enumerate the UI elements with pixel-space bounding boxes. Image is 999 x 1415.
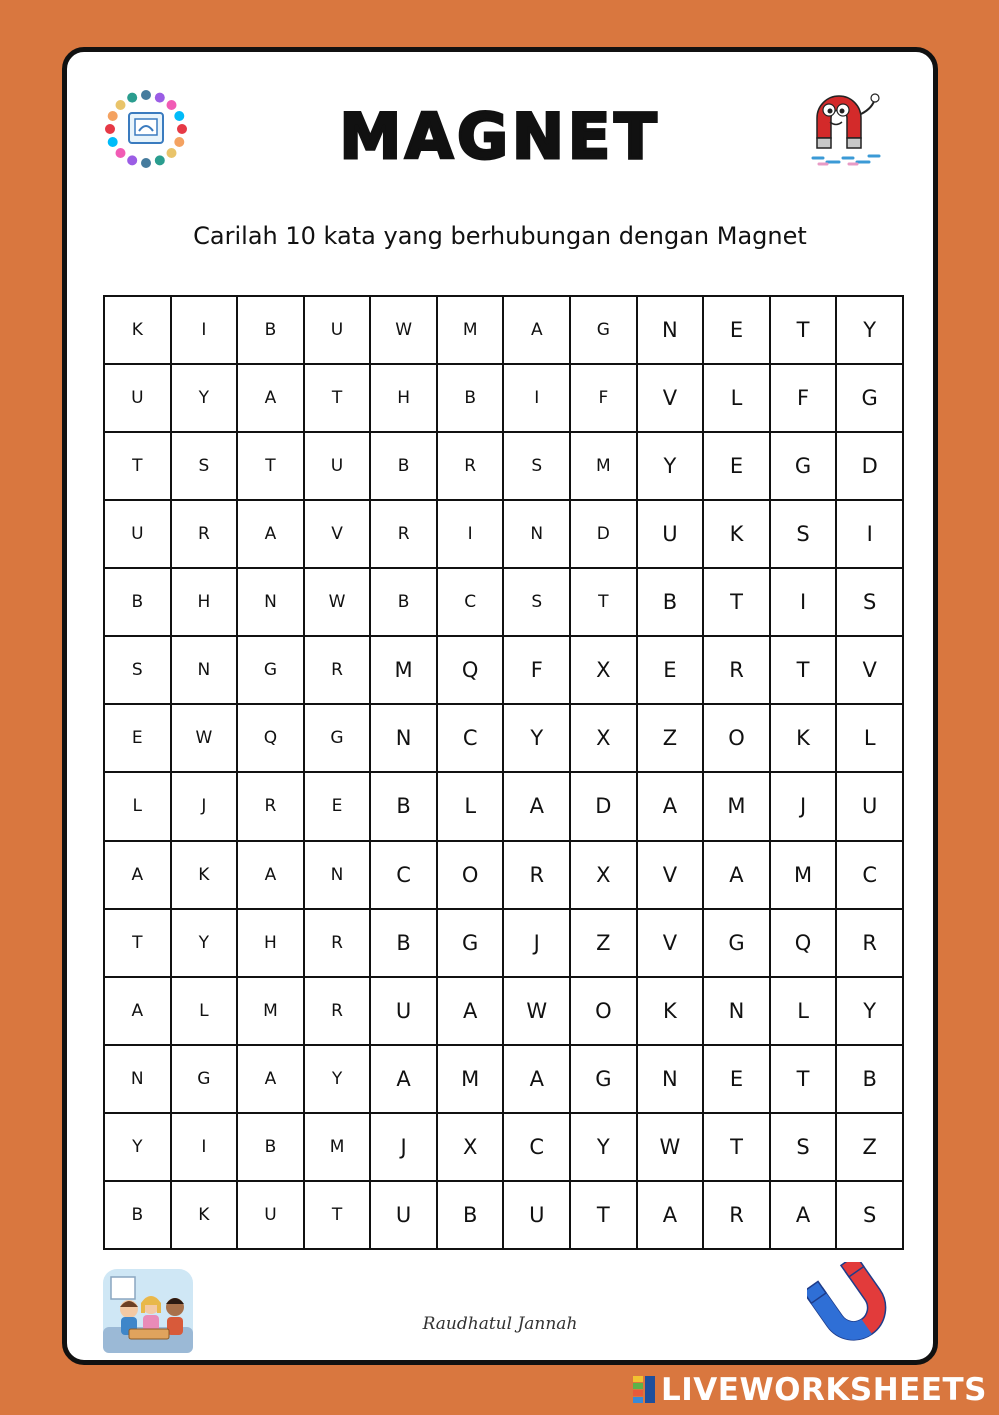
- grid-cell[interactable]: O: [437, 841, 504, 909]
- grid-cell[interactable]: Y: [171, 909, 238, 977]
- worksheet-instruction: Carilah 10 kata yang berhubungan dengan Magnet: [193, 222, 807, 250]
- grid-cell[interactable]: T: [104, 432, 171, 500]
- grid-cell[interactable]: D: [570, 500, 637, 568]
- grid-cell[interactable]: N: [104, 1045, 171, 1113]
- grid-cell[interactable]: Z: [637, 704, 704, 772]
- grid-cell[interactable]: D: [570, 772, 637, 840]
- grid-cell[interactable]: Z: [570, 909, 637, 977]
- grid-row: [104, 841, 903, 909]
- grid-cell[interactable]: R: [370, 500, 437, 568]
- grid-cell[interactable]: L: [104, 772, 171, 840]
- worksheet-sheet: [62, 47, 938, 1365]
- grid-cell[interactable]: A: [503, 1045, 570, 1113]
- grid-cell[interactable]: G: [570, 1045, 637, 1113]
- grid-cell[interactable]: Q: [237, 704, 304, 772]
- grid-cell[interactable]: A: [370, 1045, 437, 1113]
- grid-cell[interactable]: B: [370, 432, 437, 500]
- grid-cell[interactable]: N: [703, 977, 770, 1045]
- grid-cell[interactable]: F: [503, 636, 570, 704]
- grid-cell[interactable]: F: [570, 364, 637, 432]
- grid-cell[interactable]: S: [770, 500, 837, 568]
- grid-cell[interactable]: J: [171, 772, 238, 840]
- grid-cell[interactable]: N: [237, 568, 304, 636]
- grid-cell[interactable]: V: [637, 841, 704, 909]
- grid-cell[interactable]: C: [437, 568, 504, 636]
- grid-cell[interactable]: A: [104, 977, 171, 1045]
- grid-cell[interactable]: R: [703, 1181, 770, 1249]
- grid-row: [104, 977, 903, 1045]
- grid-cell[interactable]: U: [304, 296, 371, 364]
- grid-cell[interactable]: U: [304, 432, 371, 500]
- grid-cell[interactable]: L: [171, 977, 238, 1045]
- horseshoe-magnet-icon: [807, 1262, 899, 1347]
- grid-cell[interactable]: A: [237, 364, 304, 432]
- grid-cell[interactable]: M: [437, 1045, 504, 1113]
- grid-row: [104, 909, 903, 977]
- grid-cell[interactable]: N: [503, 500, 570, 568]
- worksheet-title: MAGNET: [339, 100, 661, 173]
- grid-row: [104, 704, 903, 772]
- grid-cell[interactable]: A: [104, 841, 171, 909]
- grid-cell[interactable]: S: [836, 1181, 903, 1249]
- grid-cell[interactable]: O: [570, 977, 637, 1045]
- grid-cell[interactable]: A: [703, 841, 770, 909]
- grid-cell[interactable]: W: [370, 296, 437, 364]
- grid-cell[interactable]: O: [703, 704, 770, 772]
- grid-cell[interactable]: H: [370, 364, 437, 432]
- grid-cell[interactable]: S: [770, 1113, 837, 1181]
- grid-cell[interactable]: W: [304, 568, 371, 636]
- grid-cell[interactable]: V: [836, 636, 903, 704]
- grid-cell[interactable]: R: [237, 772, 304, 840]
- grid-cell[interactable]: M: [370, 636, 437, 704]
- grid-cell[interactable]: R: [171, 500, 238, 568]
- grid-row: [104, 636, 903, 704]
- grid-cell[interactable]: B: [637, 568, 704, 636]
- grid-cell[interactable]: L: [770, 977, 837, 1045]
- grid-cell[interactable]: N: [637, 296, 704, 364]
- grid-cell[interactable]: G: [237, 636, 304, 704]
- grid-cell[interactable]: B: [237, 296, 304, 364]
- grid-cell[interactable]: R: [304, 636, 371, 704]
- grid-cell[interactable]: N: [171, 636, 238, 704]
- grid-cell[interactable]: T: [304, 1181, 371, 1249]
- grid-cell[interactable]: R: [836, 909, 903, 977]
- grid-cell[interactable]: B: [836, 1045, 903, 1113]
- grid-cell[interactable]: V: [637, 909, 704, 977]
- grid-cell[interactable]: U: [503, 1181, 570, 1249]
- grid-cell[interactable]: Q: [770, 909, 837, 977]
- grid-cell[interactable]: Z: [836, 1113, 903, 1181]
- grid-cell[interactable]: R: [304, 977, 371, 1045]
- kids-experiment-icon: [101, 1267, 195, 1355]
- grid-cell[interactable]: S: [503, 432, 570, 500]
- grid-cell[interactable]: N: [370, 704, 437, 772]
- grid-cell[interactable]: U: [836, 772, 903, 840]
- grid-cell[interactable]: M: [304, 1113, 371, 1181]
- grid-cell[interactable]: G: [770, 432, 837, 500]
- grid-cell[interactable]: S: [836, 568, 903, 636]
- grid-cell[interactable]: L: [703, 364, 770, 432]
- grid-cell[interactable]: T: [703, 568, 770, 636]
- grid-cell[interactable]: B: [370, 909, 437, 977]
- grid-cell[interactable]: G: [437, 909, 504, 977]
- grid-cell[interactable]: B: [237, 1113, 304, 1181]
- grid-cell[interactable]: L: [836, 704, 903, 772]
- grid-cell[interactable]: B: [437, 364, 504, 432]
- grid-cell[interactable]: X: [570, 704, 637, 772]
- grid-row: [104, 568, 903, 636]
- grid-cell[interactable]: A: [437, 977, 504, 1045]
- grid-cell[interactable]: K: [637, 977, 704, 1045]
- author-signature: Raudhatul Jannah: [422, 1314, 578, 1334]
- grid-cell[interactable]: B: [370, 568, 437, 636]
- grid-cell[interactable]: T: [770, 1045, 837, 1113]
- grid-cell[interactable]: E: [104, 704, 171, 772]
- grid-cell[interactable]: B: [437, 1181, 504, 1249]
- grid-cell[interactable]: I: [171, 1113, 238, 1181]
- grid-row: [104, 296, 903, 364]
- grid-row: [104, 1181, 903, 1249]
- grid-row: [104, 772, 903, 840]
- grid-cell[interactable]: I: [171, 296, 238, 364]
- grid-cell[interactable]: T: [770, 636, 837, 704]
- grid-cell[interactable]: T: [237, 432, 304, 500]
- grid-cell[interactable]: W: [637, 1113, 704, 1181]
- grid-cell[interactable]: C: [503, 1113, 570, 1181]
- grid-cell[interactable]: Q: [437, 636, 504, 704]
- word-search-grid: [103, 295, 904, 1250]
- grid-row: [104, 1113, 903, 1181]
- grid-cell[interactable]: U: [637, 500, 704, 568]
- grid-cell[interactable]: T: [570, 1181, 637, 1249]
- grid-cell[interactable]: U: [370, 1181, 437, 1249]
- grid-cell[interactable]: Y: [637, 432, 704, 500]
- grid-cell[interactable]: N: [637, 1045, 704, 1113]
- grid-cell[interactable]: A: [237, 841, 304, 909]
- grid-cell[interactable]: A: [637, 772, 704, 840]
- grid-cell[interactable]: G: [703, 909, 770, 977]
- grid-cell[interactable]: U: [104, 500, 171, 568]
- grid-cell[interactable]: M: [703, 772, 770, 840]
- grid-cell[interactable]: M: [237, 977, 304, 1045]
- grid-cell[interactable]: A: [770, 1181, 837, 1249]
- grid-cell[interactable]: T: [304, 364, 371, 432]
- grid-row: [104, 1045, 903, 1113]
- grid-cell[interactable]: T: [570, 568, 637, 636]
- grid-cell[interactable]: K: [770, 704, 837, 772]
- grid-cell[interactable]: R: [703, 636, 770, 704]
- grid-cell[interactable]: X: [570, 841, 637, 909]
- grid-cell[interactable]: N: [304, 841, 371, 909]
- grid-cell[interactable]: I: [437, 500, 504, 568]
- grid-cell[interactable]: E: [637, 636, 704, 704]
- grid-cell[interactable]: Y: [836, 296, 903, 364]
- grid-cell[interactable]: J: [503, 909, 570, 977]
- grid-cell[interactable]: U: [370, 977, 437, 1045]
- grid-cell[interactable]: U: [104, 364, 171, 432]
- grid-cell[interactable]: D: [836, 432, 903, 500]
- grid-cell[interactable]: E: [703, 296, 770, 364]
- grid-cell[interactable]: Y: [503, 704, 570, 772]
- grid-cell[interactable]: X: [570, 636, 637, 704]
- grid-cell[interactable]: M: [770, 841, 837, 909]
- grid-row: [104, 364, 903, 432]
- grid-cell[interactable]: Y: [570, 1113, 637, 1181]
- grid-cell[interactable]: E: [703, 432, 770, 500]
- grid-cell[interactable]: M: [570, 432, 637, 500]
- grid-cell[interactable]: W: [171, 704, 238, 772]
- grid-cell[interactable]: M: [437, 296, 504, 364]
- grid-cell[interactable]: S: [171, 432, 238, 500]
- grid-cell[interactable]: R: [503, 841, 570, 909]
- grid-cell[interactable]: T: [703, 1113, 770, 1181]
- grid-row: [104, 432, 903, 500]
- grid-cell[interactable]: I: [836, 500, 903, 568]
- grid-cell[interactable]: K: [104, 296, 171, 364]
- grid-cell[interactable]: R: [437, 432, 504, 500]
- grid-cell[interactable]: V: [304, 500, 371, 568]
- grid-cell[interactable]: H: [171, 568, 238, 636]
- grid-cell[interactable]: G: [171, 1045, 238, 1113]
- liveworksheets-brand: [633, 1372, 987, 1408]
- grid-cell[interactable]: G: [304, 704, 371, 772]
- grid-cell[interactable]: T: [104, 909, 171, 977]
- grid-cell[interactable]: B: [104, 568, 171, 636]
- grid-cell[interactable]: C: [437, 704, 504, 772]
- grid-cell[interactable]: A: [237, 500, 304, 568]
- grid-cell[interactable]: C: [370, 841, 437, 909]
- grid-cell[interactable]: A: [637, 1181, 704, 1249]
- grid-cell[interactable]: S: [104, 636, 171, 704]
- grid-cell[interactable]: Y: [171, 364, 238, 432]
- grid-cell[interactable]: H: [237, 909, 304, 977]
- grid-cell[interactable]: T: [770, 296, 837, 364]
- grid-cell[interactable]: E: [703, 1045, 770, 1113]
- grid-cell[interactable]: G: [836, 364, 903, 432]
- grid-cell[interactable]: J: [370, 1113, 437, 1181]
- grid-cell[interactable]: E: [304, 772, 371, 840]
- grid-cell[interactable]: I: [770, 568, 837, 636]
- grid-cell[interactable]: U: [237, 1181, 304, 1249]
- grid-cell[interactable]: F: [770, 364, 837, 432]
- grid-cell[interactable]: V: [637, 364, 704, 432]
- grid-cell[interactable]: K: [171, 1181, 238, 1249]
- brand-name: LIVEWORKSHEETS: [661, 1372, 987, 1408]
- grid-cell[interactable]: B: [370, 772, 437, 840]
- grid-cell[interactable]: K: [171, 841, 238, 909]
- grid-cell[interactable]: A: [503, 772, 570, 840]
- grid-cell[interactable]: G: [570, 296, 637, 364]
- grid-cell[interactable]: C: [836, 841, 903, 909]
- grid-cell[interactable]: Y: [104, 1113, 171, 1181]
- grid-cell[interactable]: I: [503, 364, 570, 432]
- grid-cell[interactable]: K: [703, 500, 770, 568]
- grid-cell[interactable]: W: [503, 977, 570, 1045]
- grid-cell[interactable]: B: [104, 1181, 171, 1249]
- grid-cell[interactable]: X: [437, 1113, 504, 1181]
- grid-cell[interactable]: S: [503, 568, 570, 636]
- grid-cell[interactable]: Y: [304, 1045, 371, 1113]
- liveworksheets-logo-icon: [633, 1376, 657, 1404]
- grid-cell[interactable]: A: [237, 1045, 304, 1113]
- grid-cell[interactable]: A: [503, 296, 570, 364]
- grid-cell[interactable]: Y: [836, 977, 903, 1045]
- grid-row: [104, 500, 903, 568]
- grid-cell[interactable]: L: [437, 772, 504, 840]
- grid-cell[interactable]: J: [770, 772, 837, 840]
- grid-cell[interactable]: R: [304, 909, 371, 977]
